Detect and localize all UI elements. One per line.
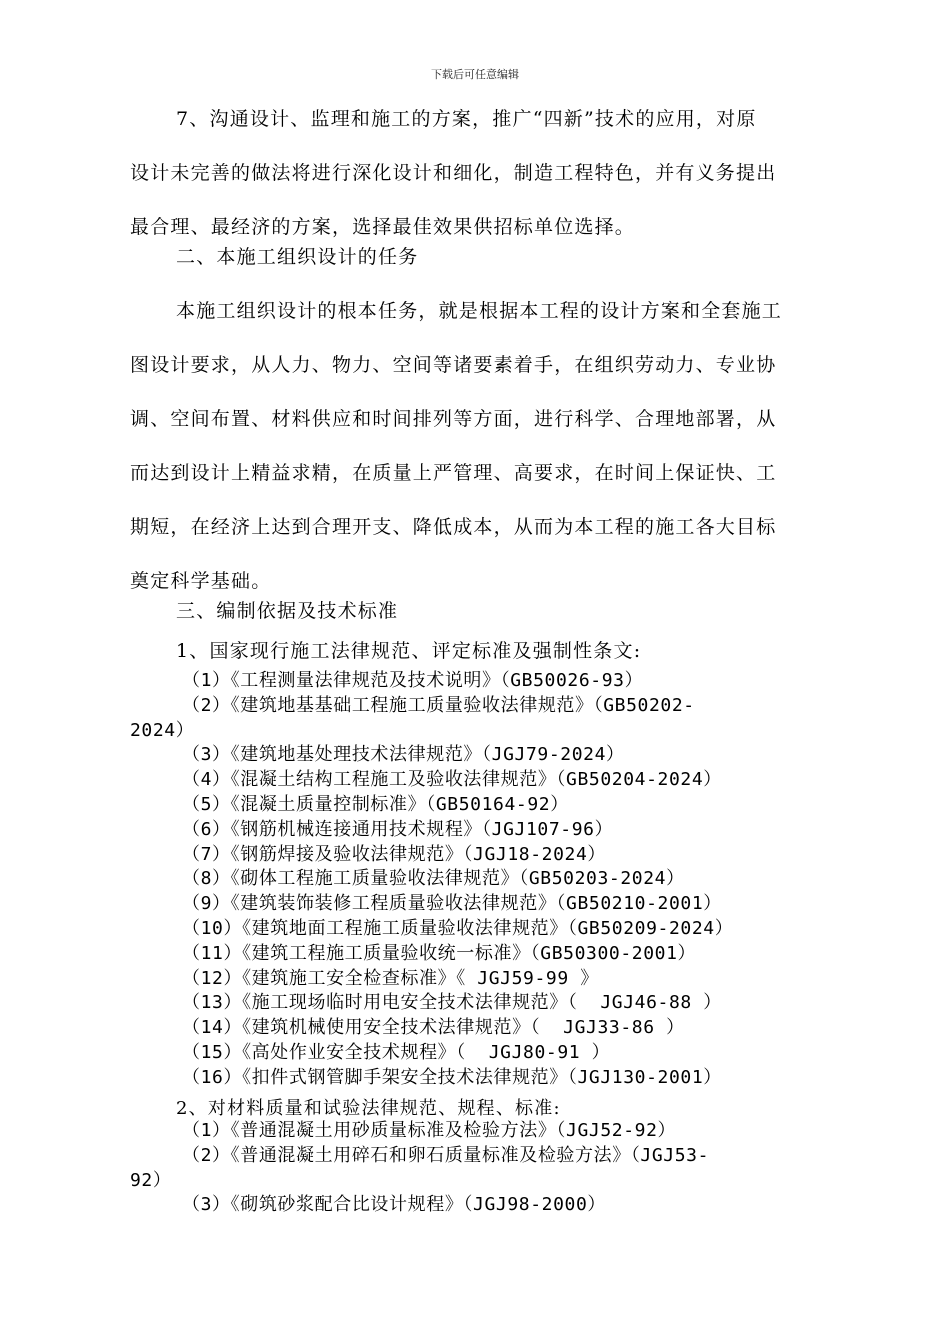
subsection-title-1: 1、国家现行施工法律规范、评定标准及强制性条文: (176, 640, 642, 662)
list-item: （9）《建筑装饰装修工程质量验收法律规范》（GB50210-2001） (182, 893, 722, 915)
paragraph-line: 最合理、最经济的方案，选择最佳效果供招标单位选择。 (130, 216, 636, 238)
paragraph-line: 奠定科学基础。 (130, 570, 272, 592)
standards-list-2 (130, 1119, 845, 1218)
list-item: （2）《普通混凝土用碎石和卵石质量标准及检验方法》（JGJ53- 92） (130, 1144, 710, 1191)
list-item: （1）《工程测量法律规范及技术说明》（GB50026-93） (182, 670, 644, 691)
paragraph-line: 期短，在经济上达到合理开支、降低成本，从而为本工程的施工各大目标 (130, 516, 777, 538)
paragraph-line: 设计未完善的做法将进行深化设计和细化，制造工程特色，并有义务提出 (130, 162, 777, 184)
list-item: （7）《钢筋焊接及验收法律规范》（JGJ18-2024） (182, 843, 607, 865)
page-header: 下载后可任意编辑 (431, 68, 519, 81)
paragraph-line: 图设计要求，从人力、物力、空间等诸要素着手，在组织劳动力、专业协 (130, 354, 777, 376)
subsection-title-2: 2、对材料质量和试验法律规范、规程、标准: (176, 1098, 561, 1119)
list-item: （2）《建筑地基基础工程施工质量验收法律规范》（GB50202- 2024） (130, 694, 695, 741)
list-item: （13）《施工现场临时用电安全技术法律规范》（ JGJ46-88 ） (182, 992, 722, 1014)
paragraph-line: 调、空间布置、材料供应和时间排列等方面，进行科学、合理地部署，从 (130, 408, 777, 430)
list-item: （5）《混凝土质量控制标准》（GB50164-92） (182, 793, 569, 815)
list-item: （12）《建筑施工安全检查标准》《 JGJ59-99 》 (182, 967, 599, 989)
list-item: （15）《高处作业安全技术规程》（ JGJ80-91 ） (182, 1041, 611, 1063)
list-item: （1）《普通混凝土用砂质量标准及检验方法》（JGJ52-92） (182, 1120, 677, 1141)
list-item: （14）《建筑机械使用安全技术法律规范》（ JGJ33-86 ） (182, 1017, 685, 1039)
paragraph-task (130, 284, 845, 608)
list-item: （3）《砌筑砂浆配合比设计规程》（JGJ98-2000） (182, 1194, 607, 1216)
list-item: （16）《扣件式钢管脚手架安全技术法律规范》（JGJ130-2001） (182, 1066, 722, 1088)
list-item: （4）《混凝土结构工程施工及验收法律规范》（GB50204-2024） (182, 769, 722, 791)
list-item: （10）《建筑地面工程施工质量验收法律规范》（GB50209-2024） (182, 917, 734, 939)
list-item: （3）《建筑地基处理技术法律规范》（JGJ79-2024） (182, 744, 625, 766)
section-heading-3: 三、编制依据及技术标准 (176, 600, 399, 622)
standards-list-1 (130, 669, 845, 1091)
paragraph-line: 7、沟通设计、监理和施工的方案，推广“四新”技术的应用，对原 (176, 108, 757, 130)
list-item: （11）《建筑工程施工质量验收统一标准》（GB50300-2001） (182, 942, 697, 964)
paragraph-line: 本施工组织设计的根本任务，就是根据本工程的设计方案和全套施工 (176, 300, 783, 322)
list-item: （6）《钢筋机械连接通用技术规程》（JGJ107-96） (182, 818, 614, 840)
section-heading-2: 二、本施工组织设计的任务 (176, 246, 419, 268)
paragraph-line: 而达到设计上精益求精，在质量上严管理、高要求，在时间上保证快、工 (130, 462, 777, 484)
list-item: （8）《砌体工程施工质量验收法律规范》（GB50203-2024） (182, 868, 685, 890)
paragraph-innovation (130, 92, 845, 254)
